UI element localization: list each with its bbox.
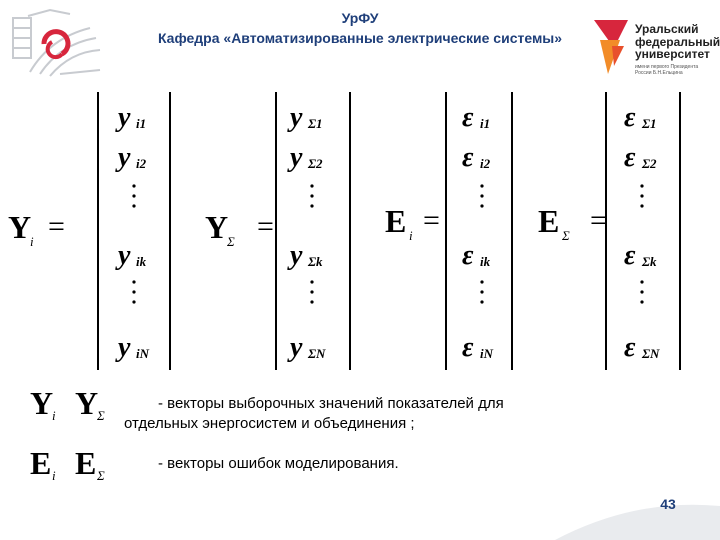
svg-text:i: i xyxy=(52,468,56,482)
matrix-0-vdots xyxy=(132,204,135,207)
matrix-2-vdots xyxy=(480,280,483,283)
matrix-1-entry-0: y xyxy=(290,102,303,133)
matrix-3-entry-0-subscript: Σ1 xyxy=(642,116,657,131)
matrix-2-entry-1: ε xyxy=(462,142,474,173)
matrix-0-vdots xyxy=(132,184,135,187)
matrix-2-vdots xyxy=(480,194,483,197)
matrix-3-equals: = xyxy=(590,204,607,237)
matrix-1-entry-5-subscript: ΣN xyxy=(308,346,326,361)
matrix-0-equals: = xyxy=(48,210,65,243)
legend-text-1a: - векторы выборочных значений показателей для xyxy=(158,395,504,412)
matrix-1-subscript: Σ xyxy=(227,234,235,249)
matrix-0-entry-3: y xyxy=(118,240,131,271)
matrix-2-name: E xyxy=(385,203,407,239)
matrix-0-name: Y xyxy=(8,209,32,245)
matrix-2-equals: = xyxy=(423,204,440,237)
symbol-Y-i: Y xyxy=(30,385,54,421)
matrix-2-vdots xyxy=(480,184,483,187)
matrix-3-entry-0: ε xyxy=(624,102,636,133)
matrix-3-entry-1: ε xyxy=(624,142,636,173)
svg-text:i: i xyxy=(52,408,56,423)
matrix-3-vdots xyxy=(640,194,643,197)
matrix-0-entry-3-subscript: ik xyxy=(136,254,147,269)
symbol-Y-sigma: Y xyxy=(75,385,99,421)
svg-text:Σ: Σ xyxy=(97,468,105,482)
matrix-2-subscript: i xyxy=(409,228,413,243)
header-org: УрФУ xyxy=(341,10,379,26)
ural-logo-subtitle: имени первого Президента России Б.Н.Ельцина xyxy=(635,64,699,76)
matrix-3-entry-3: ε xyxy=(624,240,636,271)
page-footer-decoration xyxy=(545,488,720,540)
matrix-3-vdots xyxy=(640,280,643,283)
matrix-1-entry-5: y xyxy=(290,332,303,363)
matrix-1-vdots xyxy=(310,300,313,303)
matrix-0-vdots xyxy=(132,300,135,303)
matrix-0-vdots xyxy=(132,194,135,197)
matrix-1-entry-1: y xyxy=(290,142,303,173)
matrix-2-vdots xyxy=(480,204,483,207)
matrix-0-entry-1: y xyxy=(118,142,131,173)
symbol-E-i: E xyxy=(30,445,52,481)
matrix-0-vdots xyxy=(132,290,135,293)
matrix-0-entry-0-subscript: i1 xyxy=(136,116,147,131)
matrix-1-equals: = xyxy=(257,210,274,243)
matrix-0-subscript: i xyxy=(30,234,34,249)
matrix-2-entry-3: ε xyxy=(462,240,474,271)
matrix-3-entry-1-subscript: Σ2 xyxy=(642,156,657,171)
svg-text:Σ: Σ xyxy=(97,408,105,423)
ural-logo-text: Уральский федеральный университет xyxy=(635,22,720,61)
matrix-3-subscript: Σ xyxy=(562,228,570,243)
matrix-3-entry-5: ε xyxy=(624,332,636,363)
legend-symbols xyxy=(20,382,130,482)
matrix-3-vdots xyxy=(640,204,643,207)
matrix-0-entry-0: y xyxy=(118,102,131,133)
matrix-0-vdots xyxy=(132,280,135,283)
matrix-1-name: Y xyxy=(205,209,229,245)
matrix-3-entry-3-subscript: Σk xyxy=(642,254,657,269)
matrix-2-entry-3-subscript: ik xyxy=(480,254,491,269)
matrix-1-vdots xyxy=(310,280,313,283)
header-department: Кафедра «Автоматизированные электрические системы» xyxy=(157,30,563,46)
matrix-1-vdots xyxy=(310,290,313,293)
matrix-3-vdots xyxy=(640,184,643,187)
symbol-E-sigma: E xyxy=(75,445,97,481)
legend-text-1b: отдельных энергосистем и объединения ; xyxy=(124,415,415,432)
matrix-1-vdots xyxy=(310,194,313,197)
legend-text-2: - векторы ошибок моделирования. xyxy=(158,455,399,472)
matrix-3-entry-5-subscript: ΣN xyxy=(642,346,660,361)
matrix-0-entry-5-subscript: iN xyxy=(136,346,149,361)
matrix-3-vdots xyxy=(640,300,643,303)
matrix-2-entry-0-subscript: i1 xyxy=(480,116,491,131)
matrix-0-entry-1-subscript: i2 xyxy=(136,156,147,171)
matrix-1-vdots xyxy=(310,204,313,207)
matrix-3-vdots xyxy=(640,290,643,293)
matrix-2-vdots xyxy=(480,300,483,303)
matrix-2-vdots xyxy=(480,290,483,293)
matrix-1-entry-3: y xyxy=(290,240,303,271)
matrix-2-entry-5-subscript: iN xyxy=(480,346,493,361)
matrix-1-vdots xyxy=(310,184,313,187)
matrix-0-entry-5: y xyxy=(118,332,131,363)
page-number: 43 xyxy=(660,496,676,512)
matrix-2-entry-5: ε xyxy=(462,332,474,363)
matrix-2-entry-1-subscript: i2 xyxy=(480,156,491,171)
matrix-1-entry-0-subscript: Σ1 xyxy=(308,116,323,131)
matrix-1-entry-3-subscript: Σk xyxy=(308,254,323,269)
matrix-3-name: E xyxy=(538,203,560,239)
matrix-2-entry-0: ε xyxy=(462,102,474,133)
matrix-1-entry-1-subscript: Σ2 xyxy=(308,156,323,171)
